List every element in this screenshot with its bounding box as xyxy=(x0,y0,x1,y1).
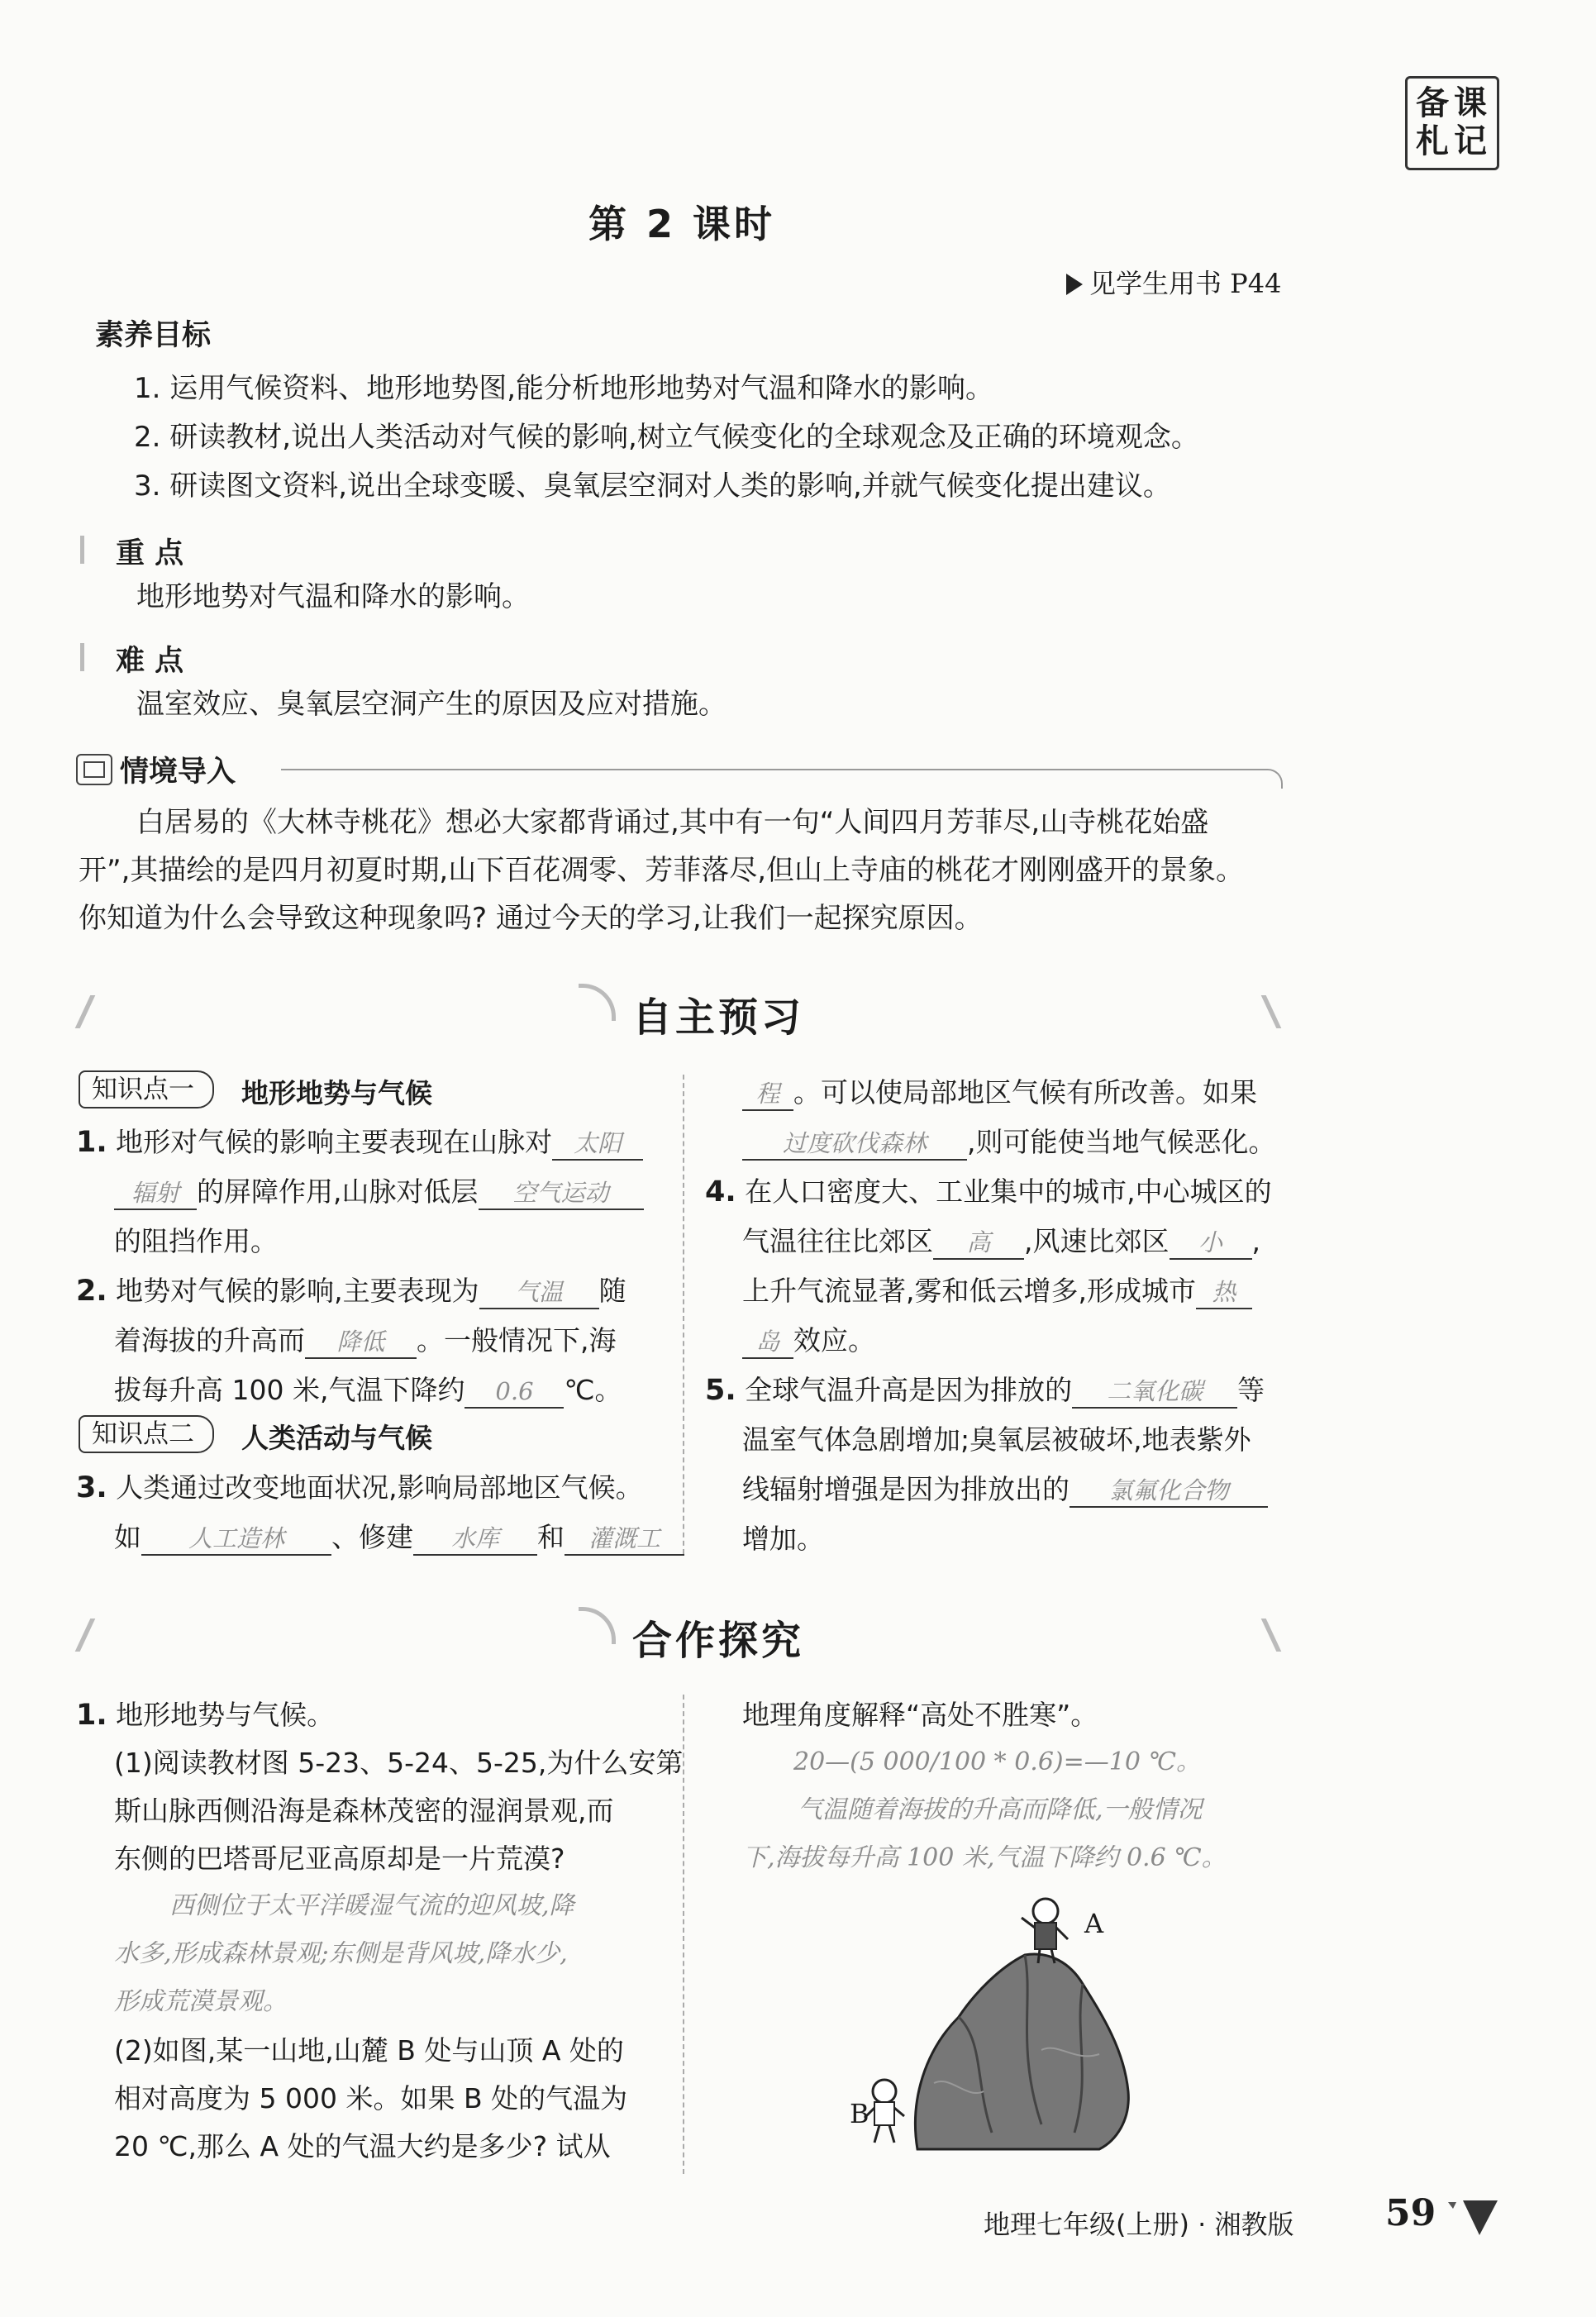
explore-ans1-line: 形成荒漠景观。 xyxy=(114,1987,288,2016)
preview-q3-line xyxy=(76,1463,643,1513)
column-divider xyxy=(683,1075,684,1554)
lesson-title: 第 2 课时 xyxy=(588,202,776,246)
q-text: 拔每升高 100 米,气温下降约 xyxy=(114,1374,465,1406)
q-text: 地势对气候的影响,主要表现为 xyxy=(116,1275,479,1307)
q-text: , xyxy=(1251,1225,1260,1257)
explore-ans1-line: 水多,形成森林景观;东侧是背风坡,降水少, xyxy=(114,1939,568,1968)
mountain-illustration xyxy=(851,1885,1182,2157)
answer-text: 小 xyxy=(1198,1228,1222,1256)
answer-text: 0.6 xyxy=(495,1377,534,1405)
q-text: 。一般情况下,海 xyxy=(417,1324,617,1356)
preview-q3-line xyxy=(114,1513,684,1562)
banner-icon xyxy=(579,984,616,1021)
explore-q1-title xyxy=(76,1690,334,1740)
preview-q5-line: 增加。 xyxy=(742,1523,824,1555)
q-text: 人类通过改变地面状况,影响局部地区气候。 xyxy=(116,1471,643,1504)
page-number: 59 xyxy=(1385,2192,1436,2234)
person-b-icon xyxy=(865,2080,904,2143)
answer-text: 太阳 xyxy=(574,1129,622,1157)
q-text: 如 xyxy=(114,1521,141,1553)
goal-item: 3. 研读图文资料,说出全球变暖、臭氧层空洞对人类的影响,并就气候变化提出建议。 xyxy=(134,470,1171,503)
preview-q3-line xyxy=(742,1118,1276,1167)
answer-blank xyxy=(1196,1274,1252,1309)
answer-blank xyxy=(742,1125,967,1161)
explore-sub2-line: 相对高度为 5 000 米。如果 B 处的气温为 xyxy=(114,2082,628,2114)
answer-blank xyxy=(114,1175,197,1210)
answer-blank xyxy=(305,1323,417,1359)
stamp-char: 课 xyxy=(1454,84,1487,122)
preview-q5-line: 温室气体急剧增加;臭氧层被破坏,地表紫外 xyxy=(742,1423,1251,1456)
answer-text: 气温 xyxy=(515,1278,564,1306)
q-text: 地形对气候的影响主要表现在山脉对 xyxy=(116,1126,553,1158)
answer-blank xyxy=(479,1274,599,1309)
answer-blank xyxy=(141,1520,331,1556)
question-number: 4. xyxy=(705,1175,736,1209)
explore-ans2-line: 下,海拔每升高 100 米,气温下降约 0.6 ℃。 xyxy=(742,1843,1227,1872)
preview-q2-line xyxy=(114,1316,617,1366)
answer-blank xyxy=(1072,1373,1237,1409)
question-number: 1. xyxy=(76,1699,107,1732)
q-text: 和 xyxy=(537,1521,565,1553)
explore-sub1-line: 东侧的巴塔哥尼亚高原却是一片荒漠? xyxy=(114,1843,565,1875)
answer-blank xyxy=(465,1373,564,1409)
stamp-char: 记 xyxy=(1454,122,1487,160)
goals-title: 素养目标 xyxy=(95,319,212,352)
explore-banner: 合作探究 xyxy=(632,1618,805,1664)
q-text: 在人口密度大、工业集中的城市,中心城区的 xyxy=(745,1175,1272,1208)
section-bar xyxy=(80,643,84,671)
answer-blank xyxy=(413,1520,537,1556)
banner-deco xyxy=(75,1619,96,1652)
key-point-text: 地形地势对气温和降水的影响。 xyxy=(136,580,530,613)
explore-ans1-line: 西侧位于太平洋暖湿气流的迎风坡,降 xyxy=(169,1891,574,1920)
q-text: ℃。 xyxy=(564,1374,622,1406)
answer-blank xyxy=(933,1224,1024,1260)
book-reference-text: 见学生用书 P44 xyxy=(1089,268,1282,299)
stamp-char: 札 xyxy=(1416,122,1449,160)
banner-deco xyxy=(75,995,96,1028)
answer-text: 过度砍伐森林 xyxy=(782,1129,927,1157)
preview-q1-line xyxy=(76,1118,643,1167)
q-text: 。可以使局部地区气候有所改善。如果 xyxy=(793,1076,1257,1108)
answer-text: 二氧化碳 xyxy=(1107,1377,1203,1405)
goal-item: 2. 研读教材,说出人类活动对气候的影响,树立气候变化的全球观念及正确的环境观念。 xyxy=(134,421,1199,454)
q-text: 随 xyxy=(598,1275,626,1307)
explore-sub2-line: (2)如图,某一山地,山麓 B 处与山顶 A 处的 xyxy=(114,2034,624,2067)
section-bar xyxy=(80,536,84,564)
difficult-point-text: 温室效应、臭氧层空洞产生的原因及应对措施。 xyxy=(136,688,727,721)
answer-blank xyxy=(552,1125,643,1161)
q-text: ,风速比郊区 xyxy=(1024,1225,1170,1257)
answer-text: 灌溉工 xyxy=(588,1524,660,1552)
question-number: 5. xyxy=(705,1374,736,1407)
preview-q4-line xyxy=(742,1217,1260,1266)
answer-blank xyxy=(1170,1224,1252,1260)
answer-text: 降低 xyxy=(336,1328,385,1356)
q-text: 气温往往比郊区 xyxy=(742,1225,933,1257)
explore-sub1-line: (1)阅读教材图 5-23、5-24、5-25,为什么安第 xyxy=(114,1747,684,1779)
preview-q1-line: 的阻挡作用。 xyxy=(114,1225,278,1257)
key-point-title: 重 点 xyxy=(116,537,184,570)
explore-ans2-line: 20—(5 000/100 * 0.6)=—10 ℃。 xyxy=(793,1747,1202,1776)
preview-q4-line xyxy=(705,1167,1272,1217)
scenario-line: 开”,其描绘的是四月初夏时期,山下百花凋零、芳菲落尽,但山上寺庙的桃花才刚刚盛开的景象。 xyxy=(79,854,1245,887)
notes-stamp xyxy=(1405,76,1499,170)
q-text: 线辐射增强是因为排放出的 xyxy=(742,1473,1070,1505)
answer-text: 岛 xyxy=(755,1328,780,1356)
banner-deco xyxy=(1261,1619,1282,1652)
book-reference xyxy=(1066,263,1281,301)
answer-blank xyxy=(479,1175,644,1210)
knowledge-tag-2: 知识点二 xyxy=(79,1415,214,1453)
answer-blank xyxy=(742,1323,793,1359)
q-text: 、修建 xyxy=(331,1521,413,1553)
explore-sub1-line: 斯山脉西侧沿海是森林茂密的湿润景观,而 xyxy=(114,1795,614,1827)
explore-sub2-line: 20 ℃,那么 A 处的气温大约是多少? 试从 xyxy=(114,2130,611,2162)
scenario-title: 情境导入 xyxy=(120,756,236,789)
banner-deco xyxy=(1261,995,1282,1028)
answer-text: 高 xyxy=(966,1228,991,1256)
difficult-point-title: 难 点 xyxy=(116,645,184,678)
q-text: 全球气温升高是因为排放的 xyxy=(745,1374,1073,1406)
preview-q1-line xyxy=(114,1167,644,1217)
preview-q5-line xyxy=(742,1465,1268,1514)
preview-q4-line xyxy=(742,1266,1252,1316)
answer-blank xyxy=(742,1075,793,1111)
q-text: 的屏障作用,山脉对低层 xyxy=(197,1175,479,1208)
q-text: ,则可能使当地气候恶化。 xyxy=(967,1126,1276,1158)
explore-ans2-line: 气温随着海拔的升高而降低,一般情况 xyxy=(798,1795,1203,1824)
preview-q2-line xyxy=(114,1366,622,1415)
scenario-line: 你知道为什么会导致这种现象吗? 通过今天的学习,让我们一起探究原因。 xyxy=(79,902,983,935)
question-number: 3. xyxy=(76,1471,107,1504)
answer-blank xyxy=(565,1520,684,1556)
q-text: 地形地势与气候。 xyxy=(116,1699,335,1731)
answer-text: 水库 xyxy=(450,1524,499,1552)
explore-sub2-line: 地理角度解释“高处不胜寒”。 xyxy=(742,1699,1098,1731)
preview-q2-line xyxy=(76,1266,626,1316)
q-text: 等 xyxy=(1237,1374,1265,1406)
answer-text: 空气运动 xyxy=(512,1179,609,1207)
knowledge-title-1: 地形地势与气候 xyxy=(241,1077,432,1109)
preview-q5-line xyxy=(705,1366,1265,1415)
scenario-icon xyxy=(76,754,112,785)
goal-item: 1. 运用气候资料、地形地势图,能分析地形地势对气温和降水的影响。 xyxy=(134,372,994,405)
question-number: 2. xyxy=(76,1275,107,1308)
answer-text: 人工造林 xyxy=(188,1524,284,1552)
stamp-char: 备 xyxy=(1416,84,1449,122)
preview-banner: 自主预习 xyxy=(632,994,805,1041)
answer-text: 辐射 xyxy=(131,1179,179,1207)
triangle-icon xyxy=(1066,274,1083,295)
book-footer: 地理七年级(上册) · 湘教版 xyxy=(984,2209,1294,2240)
q-text: 着海拔的升高而 xyxy=(114,1324,305,1356)
knowledge-tag-1: 知识点一 xyxy=(79,1070,214,1108)
corner-deco-icon xyxy=(1448,2197,1506,2247)
answer-text: 程 xyxy=(755,1080,780,1108)
answer-blank xyxy=(1070,1472,1268,1508)
label-a: A xyxy=(1084,1908,1104,1939)
question-number: 1. xyxy=(76,1126,107,1159)
label-b: B xyxy=(850,2098,869,2129)
q-text: 上升气流显著,雾和低云增多,形成城市 xyxy=(742,1275,1196,1307)
answer-text: 氯氟化合物 xyxy=(1108,1476,1229,1504)
q-text: 效应。 xyxy=(793,1324,875,1356)
preview-q4-line xyxy=(742,1316,875,1366)
preview-q3-line xyxy=(742,1068,1257,1118)
scenario-line: 白居易的《大林寺桃花》想必大家都背诵过,其中有一句“人间四月芳菲尽,山寺桃花始盛 xyxy=(136,806,1209,839)
scenario-divider xyxy=(281,769,1283,789)
banner-icon xyxy=(579,1607,616,1644)
answer-text: 热 xyxy=(1212,1278,1236,1306)
knowledge-title-2: 人类活动与气候 xyxy=(241,1422,432,1454)
